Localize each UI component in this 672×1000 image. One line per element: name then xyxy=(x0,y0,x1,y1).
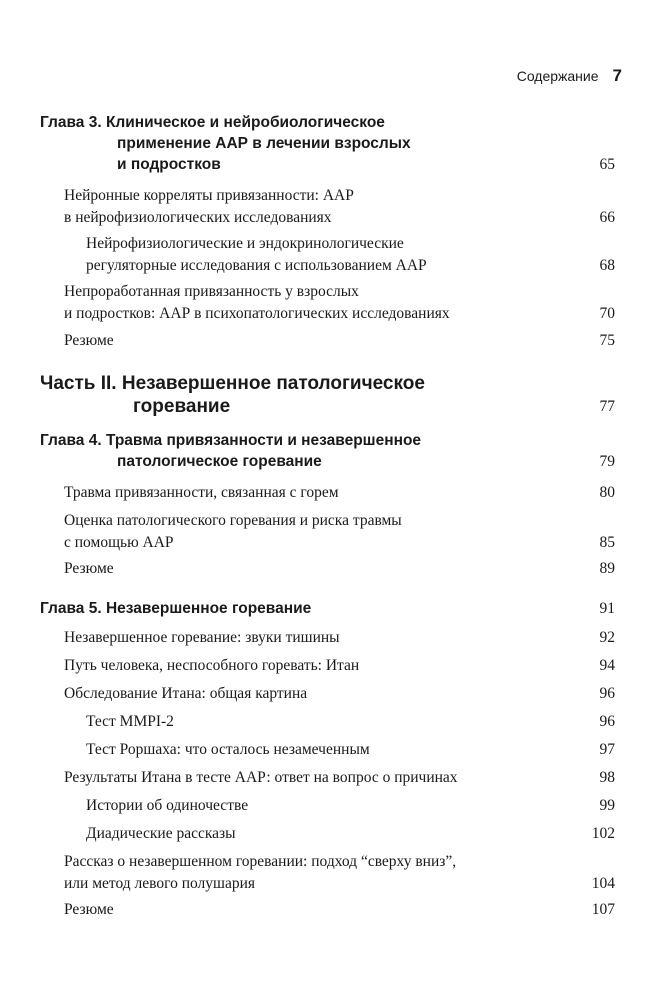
toc-entry-title: Нейрофизиологические и эндокринологические xyxy=(86,235,404,252)
toc-page-number: 102 xyxy=(591,825,615,842)
toc-entry-title: в нейрофизиологических исследованиях xyxy=(64,209,332,226)
toc-entry-title: Рассказ о незавершенном горевании: подход “сверху вниз”, xyxy=(64,853,457,870)
toc-page-number: 96 xyxy=(599,685,615,702)
toc-page-number: 91 xyxy=(599,600,615,617)
toc-heading-title: Глава 4. Травма привязанности и незавершенное xyxy=(40,432,422,449)
toc-entry-title: Резюме xyxy=(64,332,114,349)
toc-heading-title: Часть II. Незавершенное патологическое xyxy=(40,373,425,394)
toc-page-number: 66 xyxy=(599,209,615,226)
toc-page-number: 107 xyxy=(591,901,615,918)
toc-entry-title: с помощью ААР xyxy=(64,534,174,551)
toc-page-number: 99 xyxy=(599,797,615,814)
toc-entry-title: Нейронные корреляты привязанности: ААР xyxy=(64,187,354,204)
toc-page-number: 65 xyxy=(599,156,615,173)
toc-page-number: 68 xyxy=(599,257,615,274)
toc-page-number: 98 xyxy=(599,769,615,786)
toc-page-number: 96 xyxy=(599,713,615,730)
toc-entry-title: Результаты Итана в тесте ААР: ответ на вопрос о причинах xyxy=(64,769,458,786)
toc-page-number: 80 xyxy=(599,484,615,501)
toc-entry-title: Диадические рассказы xyxy=(86,825,236,842)
toc-entry-title: и подростков: ААР в психопатологических исследованиях xyxy=(64,305,450,322)
toc-heading-title-continued: и подростков xyxy=(117,156,221,173)
toc-entry-title: Травма привязанности, связанная с горем xyxy=(64,484,339,501)
toc-entry-title: Тест Роршаха: что осталось незамеченным xyxy=(86,741,370,758)
toc-page-number: 70 xyxy=(599,305,615,322)
toc-entry-title: Тест MMPI-2 xyxy=(86,713,174,730)
toc-entry-title: Непроработанная привязанность у взрослых xyxy=(64,283,359,300)
toc-entry-title: Оценка патологического горевания и риска травмы xyxy=(64,512,402,529)
toc-entry-title: регуляторные исследования с использованием ААР xyxy=(86,257,427,274)
toc-entry-title: или метод левого полушария xyxy=(64,875,256,892)
toc-heading-title: Глава 5. Незавершенное горевание xyxy=(40,600,312,617)
toc-page-number: 104 xyxy=(591,875,615,892)
running-title: Содержание xyxy=(516,68,599,84)
page-number: 7 xyxy=(612,66,622,85)
toc-page-number: 79 xyxy=(599,453,615,470)
toc-heading-title-continued: горевание xyxy=(133,396,231,417)
toc-entry-title: Резюме xyxy=(64,901,114,918)
toc-page-number: 92 xyxy=(599,629,615,646)
toc-entry-title: Путь человека, неспособного горевать: Итан xyxy=(64,657,360,674)
toc-entry-title: Обследование Итана: общая картина xyxy=(64,685,308,702)
toc-entry-title: Резюме xyxy=(64,560,114,577)
running-header xyxy=(517,66,622,86)
toc-page-number: 97 xyxy=(599,741,615,758)
toc-entry-title: Незавершенное горевание: звуки тишины xyxy=(64,629,340,646)
toc-entry-title: Истории об одиночестве xyxy=(86,797,249,814)
toc-page-number: 77 xyxy=(599,398,615,415)
toc-page-number: 85 xyxy=(599,534,615,551)
toc-heading-title: Глава 3. Клиническое и нейробиологическое xyxy=(40,114,385,131)
toc-page-number: 89 xyxy=(599,560,615,577)
toc-page-number: 94 xyxy=(599,657,615,674)
toc-heading-title-continued: применение ААР в лечении взрослых xyxy=(117,135,411,152)
toc-heading-title-continued: патологическое горевание xyxy=(117,453,322,470)
toc-page-number: 75 xyxy=(599,332,615,349)
